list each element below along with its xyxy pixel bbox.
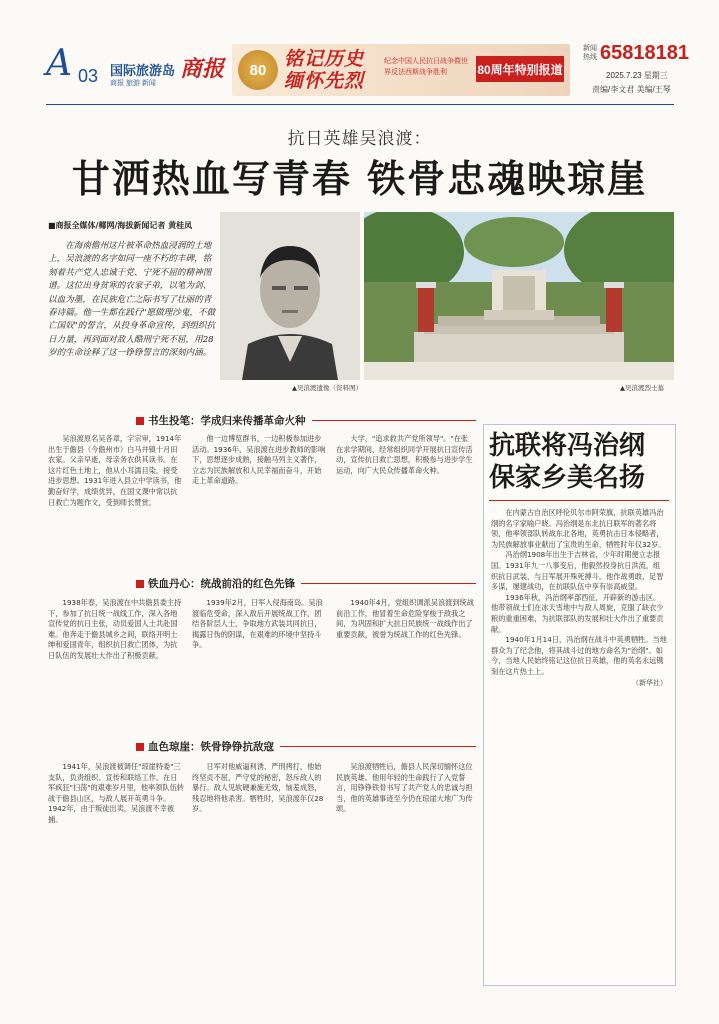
issue-date: 2025.7.23 星期三 xyxy=(606,71,668,80)
section2-column-3: 1940年4月，党组织调派吴浪渡到统战前沿工作，他冒着生命危险穿梭于敌我之间，为巩固和扩大抗日民族统一战线作出了重要贡献，被誉为统战工作的红色先锋。 xyxy=(336,598,474,639)
section-marker-icon xyxy=(136,417,144,425)
header-divider xyxy=(46,104,674,105)
section-heading-3: 血色琼崖：铁骨铮铮抗敌寇 xyxy=(136,740,476,753)
section3-column-1: 1941年，吴浪渡被调任"琼崖特委"三支队，负责组织、宣传和联络工作。在日军疯狂"扫荡"的艰难岁月里，他率领队伍转战于儋县山区，与敌人展开英勇斗争。1942年，由于叛徒出卖，吴浪渡不幸被捕。 xyxy=(48,762,184,824)
section3-column-3: 吴浪渡牺牲后，儋县人民深切缅怀这位民族英雄。他用年轻的生命践行了入党誓言，用铮铮铁骨书写了共产党人的忠诚与担当，他的英雄事迹至今仍在琼崖大地广为传颂。 xyxy=(336,762,473,814)
portrait-illustration-icon xyxy=(220,212,360,380)
memorial-caption: ▲吴浪渡烈士墓 xyxy=(620,384,664,392)
memorial-photo xyxy=(364,212,674,380)
sidebar-signature: （新华社） xyxy=(632,678,667,687)
article-headline: 甘洒热血写青春 铁骨忠魂映琼崖 xyxy=(71,157,648,201)
sidebar-body: 在内蒙古自治区呼伦贝尔市阿荣旗，抗联英雄冯治纲的名字家喻户晓。冯治纲是东北抗日联军的著名将领，他率领部队转战东北各地，英勇抗击日本侵略者，为民族解放事业献出了宝贵的生命，牺牲时年仅32岁。 冯治纲1908年出生于吉林省，少年时期便立志报国。1931年九一八事变后，他毅然投身抗日洪流，组织抗日武装，与日军展开殊死搏斗。他作战勇敢、足智多谋，屡建战功，在抗联队伍中享有崇高威望。 1936年秋，冯治纲率部西征，开辟新的游击区。他带领战士们在冰天雪地中与敌人周旋，克服了缺衣少粮的重重困难，为抗联部队的发展和壮大作出了重要贡献。 1940年1月14日，冯治纲在战斗中英勇牺牲。当地群众为了纪念他，将其战斗过的地方命名为"治纲"。如今，当地人民始终铭记这位抗日英雄，他的英名永远镌刻在这片热土上。 （新华社） xyxy=(491,508,667,687)
article-byline: ■商报全媒体/椰网/海拔新闻记者 黄桂凤 xyxy=(48,221,193,230)
portrait-photo xyxy=(220,212,360,380)
section3-column-2: 日军对他威逼利诱、严刑拷打，他始终坚贞不屈，严守党的秘密，怒斥敌人的暴行。敌人见软硬兼施无效，恼羞成怒，残忍地将他杀害。牺牲时，吴浪渡年仅28岁。 xyxy=(192,762,324,814)
portrait-caption: ▲吴浪渡遗像（资料图） xyxy=(292,384,362,392)
section1-column-3: 大学，"追求救共产党所领导"。"在张在求学期间，经常组织同学开展抗日宣传活动，宣传抗日救亡思想，积极参与进步学生运动，向广大民众传播革命火种。 xyxy=(336,434,473,475)
banner-calligraphy: 铭记历史 缅怀先烈 xyxy=(284,48,365,92)
paper-logo: 商报 xyxy=(180,56,225,82)
sidebar-title: 抗联将冯治纲 保家乡美名扬 xyxy=(489,431,646,493)
anniversary-banner xyxy=(232,44,570,96)
editors: 责编/李文君 美编/王琴 xyxy=(592,85,671,94)
sidebar-rule xyxy=(489,500,669,501)
page-letter: A xyxy=(46,43,72,84)
memorial-illustration-icon xyxy=(364,212,674,380)
section1-column-1: 吴浪渡原名吴各章，字宗审，1914年出生于儋县（今儋州市）白马井镇十月田农家。父亲早逝，母亲务农供其读书。在这片红色土地上，他从小耳濡目染，接受进步思想。1931年进入县立中学读书，他勤奋好学，成绩优异，在国文课中常以抗日救亡为题作文，受到师长赞赏。 xyxy=(48,434,182,507)
section-rule xyxy=(312,420,477,421)
section-marker-icon xyxy=(136,580,144,588)
section2-column-1: 1938年春，吴浪渡在中共儋县委主持下，参加了抗日统一战线工作，深入各地宣传党的抗日主张，动员爱国人士共赴国难。他奔走于儋县城乡之间，联络开明士绅和爱国青年，组织抗日救亡团体，为抗日队伍的发展壮大作出了积极贡献。 xyxy=(48,598,182,660)
paper-subtitle: 商报 旅游 新闻 xyxy=(110,80,156,87)
section-rule xyxy=(301,583,476,584)
hotline-label: 新闻热线 xyxy=(583,45,597,61)
section2-column-2: 1939年2月，日军入侵海南岛。吴浪渡临危受命，深入敌后开展统战工作，团结各阶层人士，争取地方武装共同抗日，揭露日伪的阴谋，在艰难的环境中坚持斗争。 xyxy=(192,598,323,650)
section-heading-2: 铁血丹心：统战前沿的红色先锋 xyxy=(136,577,476,590)
section-heading-1: 书生投笔：学成归来传播革命火种 xyxy=(136,414,476,427)
banner-special-report: 80周年特别报道 xyxy=(476,56,564,82)
paper-name: 国际旅游岛 xyxy=(110,63,176,78)
article-lead: 在海南儋州这片被革命热血浸润的土地上，吴浪渡的名字如同一座不朽的丰碑，铭刻着共产党人忠诚于党、宁死不屈的精神图谱。这位出身贫寒的农家子弟，以笔为剑、以血为墨，在民族危亡之际书写了壮丽的青春诗篇。他一生都在践行"愿做理沙鬼，不做亡国奴"的誓言，从投身革命宣传，到组织抗日力量，再到面对敌人酷刑宁死不屈，用28岁的生命诠释了这一铮铮誓言的深刻内涵。 xyxy=(48,241,216,359)
page-header xyxy=(0,0,719,108)
anniversary-badge-icon: 80 xyxy=(238,50,278,90)
section-rule xyxy=(280,746,476,747)
page-number: 03 xyxy=(78,66,99,86)
hotline-number: 65818181 xyxy=(600,42,689,64)
banner-text: 纪念中国人民抗日战争暨世界反法西斯战争胜利 xyxy=(384,58,468,76)
section1-column-2: 他一边博览群书，一边积极参加进步活动。1936年，吴浪渡在进步教师的影响下，思想逐步成熟，接触马列主义著作，立志为民族解放和人民幸福而奋斗，开始走上革命道路。 xyxy=(192,434,326,486)
section-marker-icon xyxy=(136,743,144,751)
article-kicker: 抗日英雄吴浪渡： xyxy=(287,129,432,149)
